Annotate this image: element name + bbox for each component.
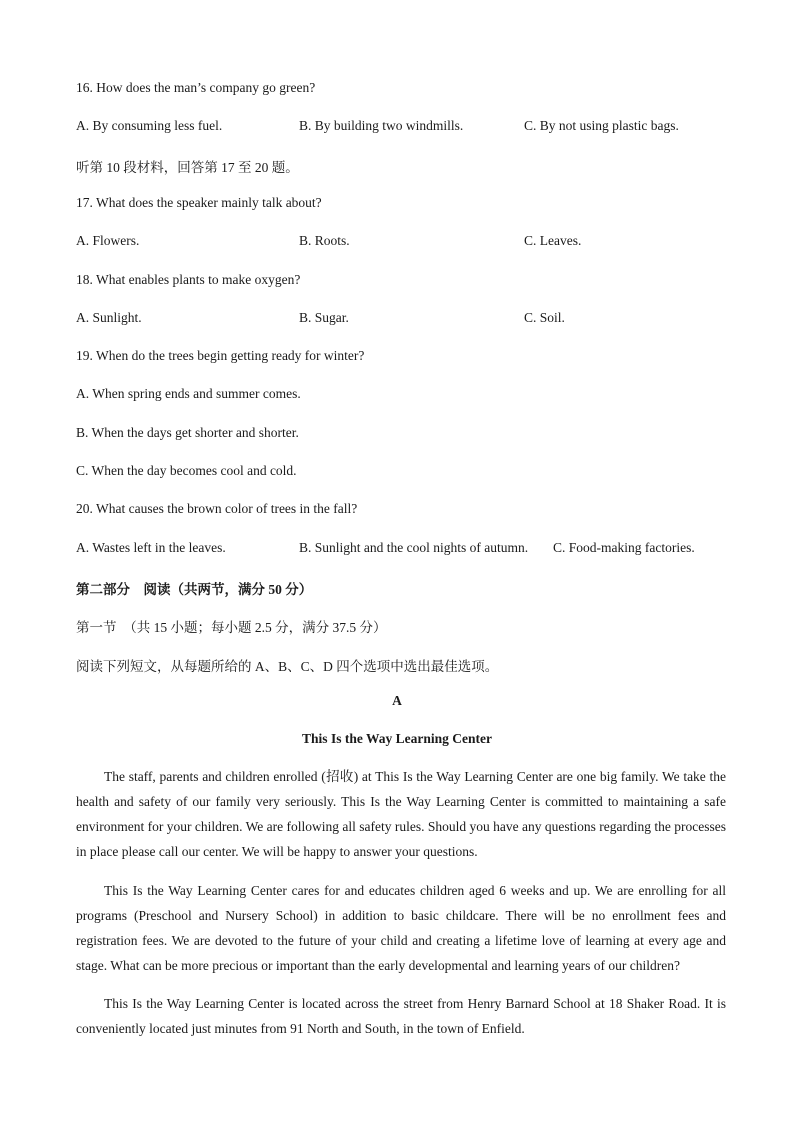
passage-label: A <box>392 693 402 708</box>
question-20-option-a: A. Wastes left in the leaves. <box>76 540 226 555</box>
question-17-option-a: A. Flowers. <box>76 233 140 248</box>
question-18-stem: 18. What enables plants to make oxygen? <box>76 272 301 287</box>
passage-paragraph-1: The staff, parents and children enrolled (招收) at This Is the Way Learning Center are one big family. We take the health and safety of our family very seriously. This Is the Way Learning Center is committed to maintaining a safe environment for your children. We are following all safety rules. Should you have any questions regarding the processes in place please call our center. We will be happy to answer your questions. <box>76 769 726 859</box>
passage-title: This Is the Way Learning Center <box>302 731 492 746</box>
question-17-stem: 17. What does the speaker mainly talk about? <box>76 195 322 210</box>
passage-paragraph-3: This Is the Way Learning Center is located across the street from Henry Barnard School at 18 Shaker Road. It is conveniently located just minutes from 91 North and South, in the town of Enfield. <box>76 996 726 1036</box>
question-18-option-a: A. Sunlight. <box>76 310 142 325</box>
reading-instruction: 阅读下列短文，从每题所给的 A、B、C、D 四个选项中选出最佳选项。 <box>76 659 499 674</box>
part-two-heading: 第二部分 阅读（共两节，满分 50 分） <box>76 582 313 597</box>
listening-instruction: 听第 10 段材料，回答第 17 至 20 题。 <box>76 160 299 175</box>
question-20-option-b: B. Sunlight and the cool nights of autumn. <box>299 540 529 555</box>
question-19-option-b: B. When the days get shorter and shorter. <box>76 425 299 440</box>
question-19-stem: 19. When do the trees begin getting ready for winter? <box>76 348 365 363</box>
question-17-option-b: B. Roots. <box>299 233 350 248</box>
question-16-option-a: A. By consuming less fuel. <box>76 118 223 133</box>
question-16-option-b: B. By building two windmills. <box>299 118 464 133</box>
question-19-option-c: C. When the day becomes cool and cold. <box>76 463 297 478</box>
section-one-heading: 第一节 （共 15 小题；每小题 2.5 分，满分 37.5 分） <box>76 620 387 635</box>
question-20-option-c: C. Food-making factories. <box>553 540 695 555</box>
question-16-option-c: C. By not using plastic bags. <box>524 118 679 133</box>
question-19-option-a: A. When spring ends and summer comes. <box>76 386 301 401</box>
passage-paragraph-2: This Is the Way Learning Center cares for and educates children aged 6 weeks and up. We are enrolling for all programs (Preschool and Nursery School) in addition to basic childcare. There will be no enrollment fees and registration fees. We are devoted to the future of your child and creating a lifetime love of learning at every age and stage. What can be more precious or important than the early developmental and learning years of our children? <box>76 883 726 973</box>
question-17-option-c: C. Leaves. <box>524 233 582 248</box>
question-16-stem: 16. How does the man’s company go green? <box>76 80 316 95</box>
question-18-option-c: C. Soil. <box>524 310 565 325</box>
question-20-stem: 20. What causes the brown color of trees in the fall? <box>76 501 358 516</box>
question-18-option-b: B. Sugar. <box>299 310 349 325</box>
